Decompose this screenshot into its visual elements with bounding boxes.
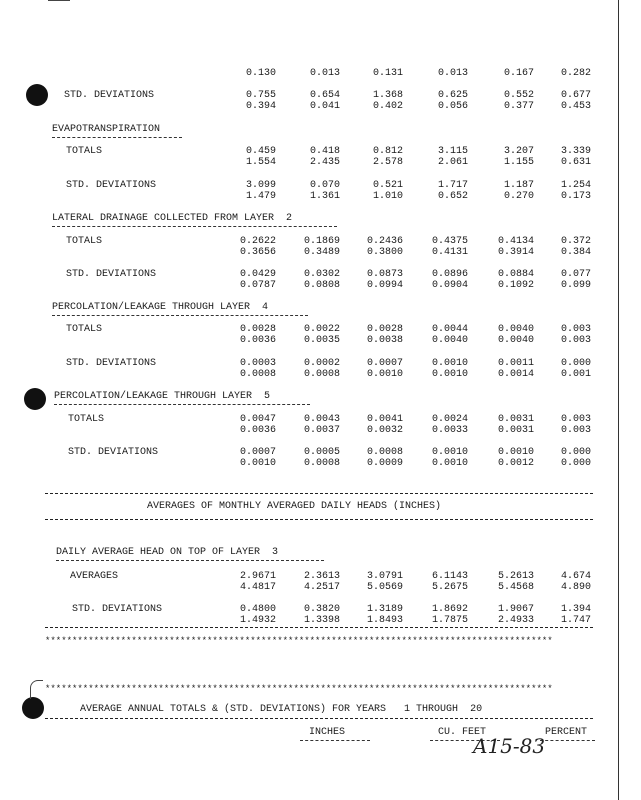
table-cell: 0.131 — [372, 68, 403, 79]
handwritten-page-number: A15-83 — [473, 734, 546, 758]
table-cell: 0.0009 — [366, 458, 403, 469]
table-cell: 0.459 — [245, 146, 276, 157]
table-cell: 0.0010 — [431, 369, 468, 380]
table-cell: 0.001 — [560, 369, 591, 380]
column-header-cu-feet: CU. FEET — [438, 727, 487, 738]
table-cell: 0.0884 — [497, 269, 534, 280]
column-underline — [300, 740, 370, 741]
table-cell: 0.0005 — [303, 447, 340, 458]
heading-underline — [56, 560, 324, 561]
table-cell: 0.0035 — [303, 335, 340, 346]
table-cell: 1.479 — [245, 191, 276, 202]
row-label: TOTALS — [66, 324, 103, 335]
table-cell: 4.890 — [560, 582, 591, 593]
table-cell: 0.0787 — [239, 280, 276, 291]
table-cell: 0.003 — [560, 324, 591, 335]
table-cell: 1.254 — [560, 180, 591, 191]
table-cell: 0.000 — [560, 458, 591, 469]
table-cell: 2.3613 — [303, 571, 340, 582]
table-cell: 0.077 — [560, 269, 591, 280]
table-cell: 0.013 — [309, 68, 340, 79]
table-cell: 0.003 — [560, 425, 591, 436]
table-cell: 0.625 — [437, 90, 468, 101]
table-cell: 0.372 — [560, 236, 591, 247]
section-heading-monthly-heads: AVERAGES OF MONTHLY AVERAGED DAILY HEADS (INCHES) — [147, 501, 442, 512]
table-cell: 5.2675 — [431, 582, 468, 593]
table-cell: 0.0007 — [239, 447, 276, 458]
table-cell: 5.2613 — [497, 571, 534, 582]
section-heading-percolation-layer-5: PERCOLATION/LEAKAGE THROUGH LAYER 5 — [54, 391, 271, 402]
table-cell: 4.674 — [560, 571, 591, 582]
table-cell: 0.2436 — [366, 236, 403, 247]
heading-underline — [52, 226, 337, 227]
divider-line — [45, 627, 593, 628]
table-cell: 2.4933 — [497, 615, 534, 626]
table-cell: 0.0036 — [239, 335, 276, 346]
binder-hole-bottom — [22, 697, 44, 719]
table-cell: 4.2517 — [303, 582, 340, 593]
table-cell: 0.418 — [309, 146, 340, 157]
table-cell: 0.3820 — [303, 604, 340, 615]
table-cell: 0.0003 — [239, 358, 276, 369]
table-cell: 0.0010 — [239, 458, 276, 469]
row-label: TOTALS — [66, 236, 103, 247]
row-label: AVERAGES — [70, 571, 119, 582]
divider-line — [45, 519, 593, 520]
table-cell: 0.041 — [309, 101, 340, 112]
table-cell: 0.167 — [503, 68, 534, 79]
table-cell: 4.4817 — [239, 582, 276, 593]
table-cell: 2.435 — [309, 157, 340, 168]
table-cell: 0.0010 — [431, 447, 468, 458]
asterisk-divider: ********************************************************************************************** — [45, 636, 553, 646]
table-cell: 0.3914 — [497, 247, 534, 258]
table-cell: 0.4800 — [239, 604, 276, 615]
table-cell: 0.070 — [309, 180, 340, 191]
section-heading-daily-head: DAILY AVERAGE HEAD ON TOP OF LAYER 3 — [56, 547, 279, 558]
table-cell: 0.0043 — [303, 414, 340, 425]
table-cell: 0.270 — [503, 191, 534, 202]
table-cell: 0.0010 — [431, 358, 468, 369]
row-label: TOTALS — [68, 414, 105, 425]
table-cell: 1.4932 — [239, 615, 276, 626]
binder-hole-top — [26, 84, 48, 106]
table-cell: 0.0808 — [303, 280, 340, 291]
table-cell: 0.099 — [560, 280, 591, 291]
table-cell: 0.000 — [560, 358, 591, 369]
table-cell: 0.0028 — [366, 324, 403, 335]
table-cell: 0.0429 — [239, 269, 276, 280]
row-label: STD. DEVIATIONS — [64, 90, 155, 101]
table-cell: 0.0012 — [497, 458, 534, 469]
table-cell: 3.207 — [503, 146, 534, 157]
table-cell: 0.0038 — [366, 335, 403, 346]
table-cell: 0.0008 — [303, 369, 340, 380]
table-cell: 0.4375 — [431, 236, 468, 247]
table-cell: 0.0028 — [239, 324, 276, 335]
table-cell: 0.013 — [437, 68, 468, 79]
section-heading-annual-totals: AVERAGE ANNUAL TOTALS & (STD. DEVIATIONS) FOR YEARS 1 THROUGH 20 — [80, 704, 483, 715]
table-cell: 0.2622 — [239, 236, 276, 247]
table-cell: 0.0031 — [497, 414, 534, 425]
table-cell: 0.003 — [560, 335, 591, 346]
heading-underline — [52, 137, 182, 138]
table-cell: 0.755 — [245, 90, 276, 101]
table-cell: 0.377 — [503, 101, 534, 112]
table-cell: 0.0036 — [239, 425, 276, 436]
table-cell: 0.654 — [309, 90, 340, 101]
table-cell: 2.578 — [372, 157, 403, 168]
table-cell: 0.000 — [560, 447, 591, 458]
table-cell: 1.3189 — [366, 604, 403, 615]
table-cell: 0.130 — [245, 68, 276, 79]
table-cell: 1.394 — [560, 604, 591, 615]
table-cell: 0.0031 — [497, 425, 534, 436]
table-cell: 1.747 — [560, 615, 591, 626]
table-cell: 0.0896 — [431, 269, 468, 280]
table-cell: 5.4568 — [497, 582, 534, 593]
row-label: STD. DEVIATIONS — [66, 180, 157, 191]
table-cell: 0.3489 — [303, 247, 340, 258]
table-cell: 0.0873 — [366, 269, 403, 280]
table-cell: 0.3656 — [239, 247, 276, 258]
table-cell: 0.0040 — [497, 324, 534, 335]
table-cell: 0.056 — [437, 101, 468, 112]
table-cell: 0.1869 — [303, 236, 340, 247]
table-cell: 0.173 — [560, 191, 591, 202]
divider-line — [45, 718, 593, 719]
table-cell: 0.0037 — [303, 425, 340, 436]
table-cell: 0.3800 — [366, 247, 403, 258]
table-cell: 0.0040 — [431, 335, 468, 346]
table-cell: 0.0008 — [366, 447, 403, 458]
table-cell: 0.0041 — [366, 414, 403, 425]
asterisk-divider: ********************************************************************************************** — [45, 684, 553, 694]
row-label: TOTALS — [66, 146, 103, 157]
table-cell: 0.677 — [560, 90, 591, 101]
divider-line — [45, 493, 593, 494]
table-cell: 0.453 — [560, 101, 591, 112]
table-cell: 1.3398 — [303, 615, 340, 626]
page-top-line — [48, 0, 70, 1]
table-cell: 1.155 — [503, 157, 534, 168]
table-cell: 0.0044 — [431, 324, 468, 335]
margin-bracket-mark — [30, 680, 43, 699]
table-cell: 0.652 — [437, 191, 468, 202]
table-cell: 0.0008 — [239, 369, 276, 380]
row-label: STD. DEVIATIONS — [66, 358, 157, 369]
table-cell: 0.394 — [245, 101, 276, 112]
table-cell: 0.4131 — [431, 247, 468, 258]
section-heading-lateral-drainage: LATERAL DRAINAGE COLLECTED FROM LAYER 2 — [52, 213, 293, 224]
table-cell: 0.0011 — [497, 358, 534, 369]
table-cell: 0.0008 — [303, 458, 340, 469]
table-cell: 1.361 — [309, 191, 340, 202]
table-cell: 0.0904 — [431, 280, 468, 291]
table-cell: 0.0033 — [431, 425, 468, 436]
table-cell: 0.0010 — [497, 447, 534, 458]
row-label: STD. DEVIATIONS — [68, 447, 159, 458]
table-cell: 0.0007 — [366, 358, 403, 369]
table-cell: 0.0994 — [366, 280, 403, 291]
table-cell: 0.0022 — [303, 324, 340, 335]
table-cell: 2.9671 — [239, 571, 276, 582]
table-cell: 3.339 — [560, 146, 591, 157]
table-cell: 1.368 — [372, 90, 403, 101]
heading-underline — [54, 404, 310, 405]
section-heading-evapotranspiration: EVAPOTRANSPIRATION — [52, 124, 161, 135]
table-cell: 1.717 — [437, 180, 468, 191]
heading-underline — [52, 315, 308, 316]
page-edge-line — [618, 0, 619, 800]
table-cell: 0.631 — [560, 157, 591, 168]
table-cell: 0.0010 — [366, 369, 403, 380]
table-cell: 3.0791 — [366, 571, 403, 582]
table-cell: 0.552 — [503, 90, 534, 101]
table-cell: 0.521 — [372, 180, 403, 191]
table-cell: 0.282 — [560, 68, 591, 79]
table-cell: 0.4134 — [497, 236, 534, 247]
table-cell: 0.0047 — [239, 414, 276, 425]
table-cell: 0.0010 — [431, 458, 468, 469]
table-cell: 1.187 — [503, 180, 534, 191]
table-cell: 1.7875 — [431, 615, 468, 626]
row-label: STD. DEVIATIONS — [72, 604, 163, 615]
table-cell: 0.1092 — [497, 280, 534, 291]
table-cell: 6.1143 — [431, 571, 468, 582]
section-heading-percolation-layer-4: PERCOLATION/LEAKAGE THROUGH LAYER 4 — [52, 302, 269, 313]
table-cell: 3.115 — [437, 146, 468, 157]
table-cell: 3.099 — [245, 180, 276, 191]
table-cell: 0.384 — [560, 247, 591, 258]
binder-hole-middle — [24, 388, 46, 410]
table-cell: 0.0040 — [497, 335, 534, 346]
table-cell: 0.003 — [560, 414, 591, 425]
row-label: STD. DEVIATIONS — [66, 269, 157, 280]
table-cell: 0.0032 — [366, 425, 403, 436]
table-cell: 0.0014 — [497, 369, 534, 380]
column-header-inches: INCHES — [309, 727, 346, 738]
table-cell: 1.010 — [372, 191, 403, 202]
table-cell: 1.9067 — [497, 604, 534, 615]
table-cell: 1.8692 — [431, 604, 468, 615]
table-cell: 5.0569 — [366, 582, 403, 593]
table-cell: 0.0302 — [303, 269, 340, 280]
table-cell: 2.061 — [437, 157, 468, 168]
column-header-percent: PERCENT — [545, 727, 588, 738]
table-cell: 0.402 — [372, 101, 403, 112]
table-cell: 0.812 — [372, 146, 403, 157]
table-cell: 1.554 — [245, 157, 276, 168]
table-cell: 1.8493 — [366, 615, 403, 626]
table-cell: 0.0024 — [431, 414, 468, 425]
column-underline — [540, 740, 595, 741]
table-cell: 0.0002 — [303, 358, 340, 369]
